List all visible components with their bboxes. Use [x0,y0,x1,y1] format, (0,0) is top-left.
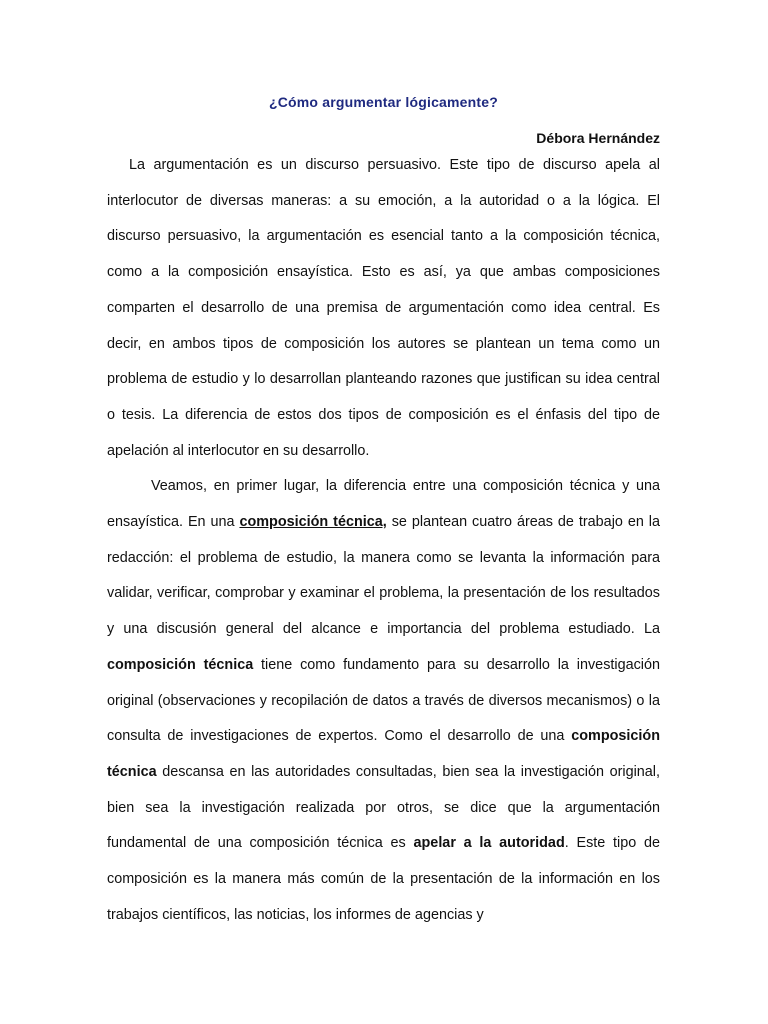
term-apelar-a-la-autoridad: apelar a la autoridad [413,835,565,852]
paragraph-2-text-1: Veamos, en primer lugar, la diferencia entre una composición técnica y una ensayística. En una [107,478,660,531]
paragraph-2-text-2: se plantean cuatro áreas de trabajo en la redacción: el problema de estudio, la manera como se levanta la información para validar, verificar, comprobar y examinar el problema, la presentación de los resultados y una discusión general del alcance e importancia del problema estudiado. La [107,514,660,638]
paragraph-2-text-5: . Este tipo de composición es la manera más común de la presentación de la información en los trabajos científicos, las noticias, los informes de agencias y [107,835,660,923]
paragraph-1: La argumentación es un discurso persuasivo. Este tipo de discurso apela al interlocutor de diversas maneras: a su emoción, a la autoridad o a la lógica. El discurso persuasivo, la argumentación es esencial tanto a la composición técnica, como a la composición ensayística. Esto es así, ya que ambas composiciones comparten el desarrollo de una premisa de argumentación como idea central. Es decir, en ambos tipos de composición los autores se plantean un tema como un problema de estudio y lo desarrollan planteando razones que justifican su idea central o tesis. La diferencia de estos dos tipos de composición es el énfasis del tipo de apelación al interlocutor en su desarrollo. [107,157,660,459]
document-page [107,92,660,933]
paragraph-2-text-4: descansa en las autoridades consultadas, bien sea la investigación original, bien sea la investigación realizada por otros, se dice que la argumentación fundamental de una composición técnica es [107,763,660,852]
term-composicion-tecnica-2: composición técnica [107,728,660,780]
paragraph-2 [107,469,660,933]
paragraph-2-text-3: tiene como fundamento para su desarrollo la investigación original (observaciones y recopilación de datos a través de diversos mecanismos) o la consulta de investigaciones de expertos. Como el desarrollo de una [107,656,660,745]
document-author: Débora Hernández [536,130,660,146]
term-composicion-tecnica: composición técnica [107,656,254,673]
term-composicion-tecnica-underlined: composición técnica, [239,514,387,531]
document-title: ¿Cómo argumentar lógicamente? [268,94,499,110]
